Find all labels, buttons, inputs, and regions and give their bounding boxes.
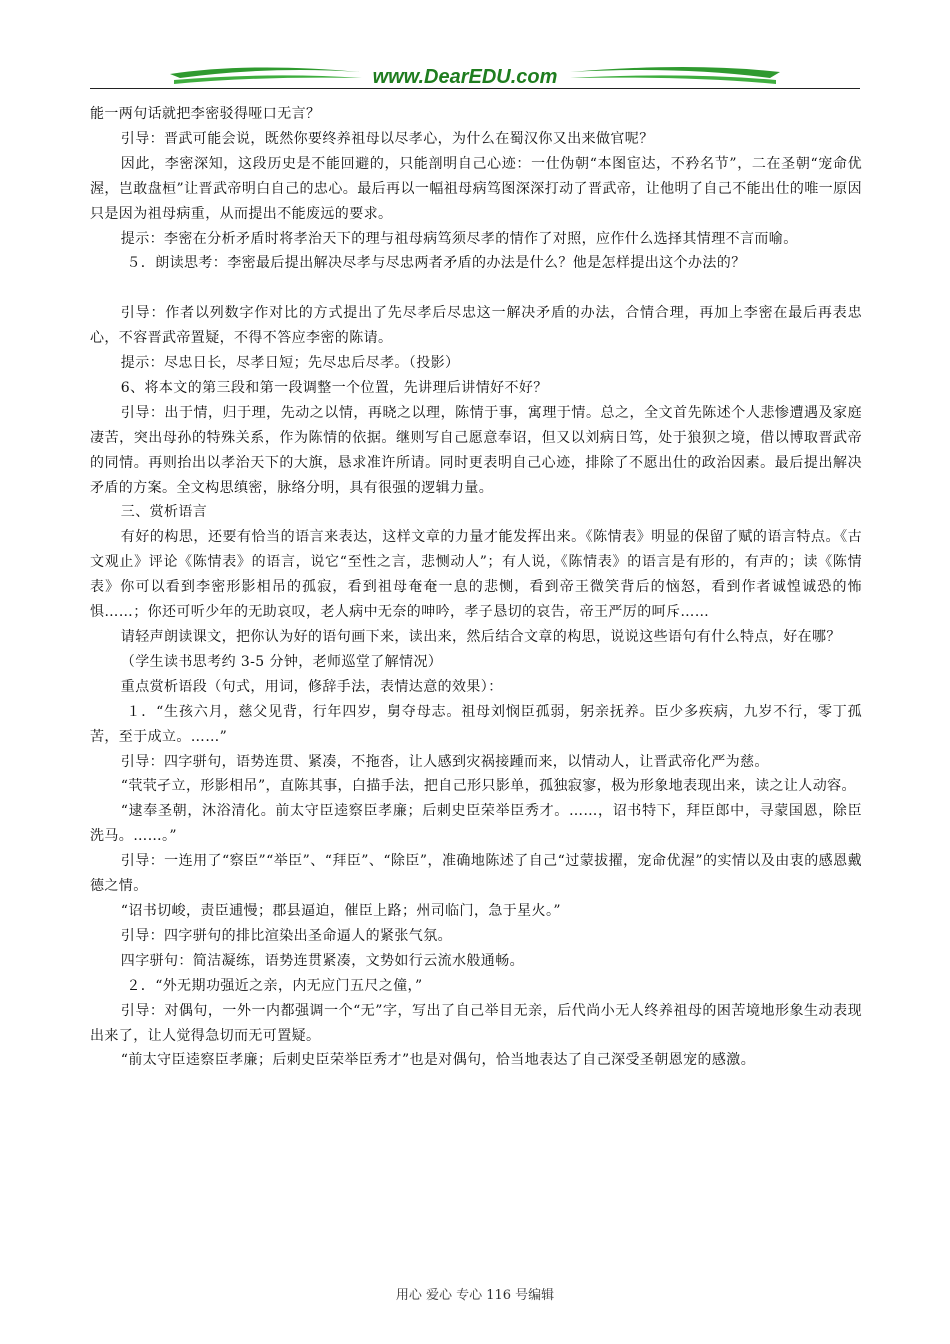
question-6: 6、将本文的第三段和第一段调整一个位置，先讲理后讲情好不好？ (120, 379, 548, 396)
paragraph-note: （学生读书思考约 3-5 分钟，老师巡堂了解情况） (120, 653, 443, 670)
quote: “逮奉圣朝，沐浴清化。前太守臣逵察臣孝廉；后刺史臣荣举臣秀才。……，诏书特下，拜臣郎中，寻蒙国恩，除臣洗马。……。” (90, 803, 862, 845)
page-footer: 用心 爱心 专心 116 号编辑 (395, 1288, 555, 1303)
section-heading: 三、赏析语言 (120, 504, 208, 521)
logo-left-swoosh-lower (174, 75, 362, 84)
paragraph-guide: 引导：一连用了“察臣”“举臣”、“拜臣”、“除臣”，准确地陈述了自己“过蒙拔擢，宠命优渥”的实情以及由衷的感恩戴德之情。 (90, 853, 862, 895)
paragraph: 请轻声朗读课文，把你认为好的语句画下来，读出来，然后结合文章的构思，说说这些语句有什么特点，好在哪？ (120, 629, 841, 646)
paragraph: 有好的构思，还要有恰当的语言来表达，这样文章的力量才能发挥出来。《陈情表》明显的保留了赋的语言特点。《古文观止》评论《陈情表》的语言，说它“至性之言，悲恻动人”；有人说，《陈情表》的语言是有形的，有声的；读《陈情表》你可以看到李密形影相吊的孤寂，看到祖母奄奄一息的悲恻，看到帝王微笑背后的恼怒，看到作者诚惶诚恐的怖惧……；你还可听少年的无助哀叹，老人病中无奈的呻吟，孝子恳切的哀告，帝王严厉的呵斥…… (90, 529, 862, 621)
logo-text: www.DearEDU.com (372, 66, 558, 88)
logo-graphic (90, 58, 860, 92)
blank-line (90, 276, 862, 301)
header-rule (90, 88, 860, 89)
paragraph-hint: 提示：李密在分析矛盾时将孝治天下的理与祖母病笃须尽孝的情作了对照，应作什么选择其情理不言而喻。 (120, 230, 798, 247)
paragraph-guide: 引导：晋武可能会说，既然你要终养祖母以尽孝心，为什么在蜀汉你又出来做官呢？ (120, 130, 654, 147)
quote: “诏书切峻，责臣逋慢；郡县逼迫，催臣上路；州司临门，急于星火。” (120, 902, 561, 919)
paragraph: 四字骈句：简洁凝练，语势连贯紧凑，文势如行云流水般通畅。 (120, 952, 524, 969)
paragraph: “前太守臣逵察臣孝廉；后刺史臣荣举臣秀才”也是对偶句，恰当地表达了自己深受圣朝恩宠的感激。 (120, 1052, 756, 1069)
paragraph: 因此，李密深知，这段历史是不能回避的，只能剖明自己心迹：一仕伪朝“本图宦达，不矜名节”，二在圣朝“宠命优渥，岂敢盘桓”让晋武帝明白自己的忠心。最后再以一幅祖母病笃图深深打动了晋武帝，让他明了自己不能出仕的唯一原因只是因为祖母病重，从而提出不能废远的要求。 (90, 155, 862, 222)
paragraph-continuation: 能一两句话就把李密驳得哑口无言？ (90, 106, 321, 122)
paragraph-guide: 引导：出于情，归于理，先动之以情，再晓之以理，陈情于事，寓理于情。总之，全文首先陈述个人悲惨遭遇及家庭凄苦，突出母孙的特殊关系，作为陈情的依据。继则写自己愿意奉诏，但又以刘病日笃，处于狼狈之境，借以博取晋武帝的同情。再则抬出以孝治天下的大旗，恳求准许所请。同时更表明自己心迹，排除了不愿出仕的政治因素。最后提出解决矛盾的方案。全文构思缜密，脉络分明，具有很强的逻辑力量。 (90, 404, 862, 496)
paragraph: “茕茕孑立，形影相吊”，直陈其事，白描手法，把自己形只影单，孤独寂寥，极为形象地表现出来，读之让人动容。 (120, 778, 856, 795)
question-5: ５．朗读思考：李密最后提出解决尽孝与尽忠两者矛盾的办法是什么？他是怎样提出这个办法的？ (126, 255, 746, 272)
paragraph-hint: 提示：尽忠日长，尽孝日短；先尽忠后尽孝。（投影） (120, 355, 460, 372)
paragraph: 重点赏析语段（句式，用词，修辞手法，表情达意的效果）： (120, 678, 503, 695)
logo-right-swoosh-lower (570, 75, 776, 84)
paragraph-guide: 引导：作者以列数字作对比的方式提出了先尽孝后尽忠这一解决矛盾的办法，合情合理，再加上李密在最后再表忠心，不容晋武帝置疑，不得不答应李密的陈请。 (90, 305, 862, 347)
paragraph-guide: 引导：四字骈句的排比渲染出圣命逼人的紧张气氛。 (120, 927, 452, 944)
paragraph-guide: 引导：对偶句，一外一内都强调一个“无”字，写出了自己举目无亲，后代尚小无人终养祖母的困苦境地形象生动表现出来了，让人觉得急切而无可置疑。 (90, 1002, 862, 1044)
document-body (90, 102, 862, 1073)
quote-1: １．“生孩六月，慈父见背，行年四岁，舅夺母志。祖母刘悯臣孤弱，躬亲抚养。臣少多疾病，九岁不行，零丁孤苦，至于成立。……” (90, 703, 862, 745)
header-logo-banner (90, 58, 860, 92)
quote-2: ２．“外无期功强近之亲，内无应门五尺之僮，” (126, 977, 423, 994)
paragraph-guide: 引导：四字骈句，语势连贯、紧凑，不拖沓，让人感到灾祸接踵而来，以情动人，让晋武帝化严为慈。 (120, 753, 769, 770)
